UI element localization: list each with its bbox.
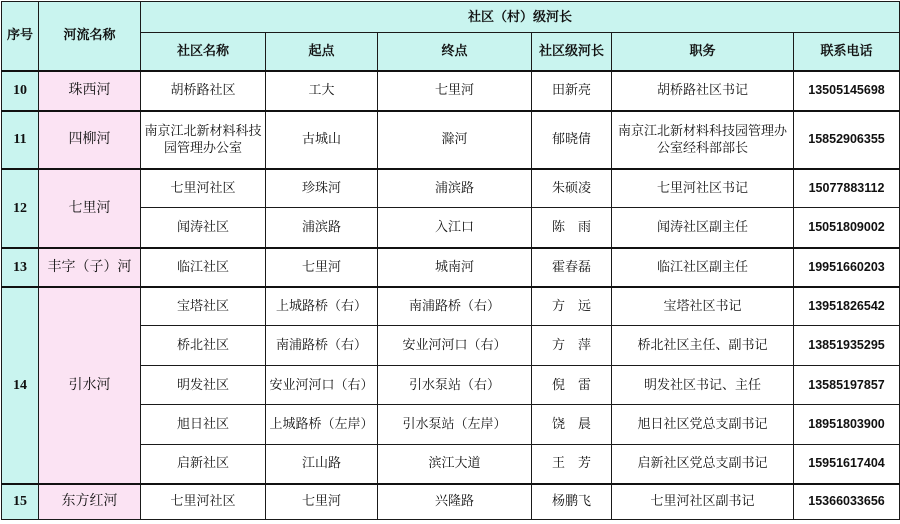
end-cell: 滁河 — [378, 111, 532, 169]
table-row — [2, 287, 900, 326]
community-cell: 七里河社区 — [141, 484, 266, 520]
start-cell: 古城山 — [266, 111, 378, 169]
chief-cell: 陈 雨 — [532, 208, 612, 248]
position-cell: 旭日社区党总支副书记 — [612, 405, 794, 445]
position-cell: 七里河社区副书记 — [612, 484, 794, 520]
position-cell: 启新社区党总支副书记 — [612, 445, 794, 484]
position-cell: 南京江北新材料科技园管理办公室经科部部长 — [612, 111, 794, 169]
community-cell: 七里河社区 — [141, 169, 266, 208]
community-cell: 南京江北新材料科技园管理办公室 — [141, 111, 266, 169]
start-cell: 上城路桥（右） — [266, 287, 378, 326]
river-name-cell: 七里河 — [39, 169, 141, 248]
seq-cell: 11 — [2, 111, 39, 169]
end-cell: 城南河 — [378, 248, 532, 287]
start-cell: 江山路 — [266, 445, 378, 484]
seq-cell: 14 — [2, 287, 39, 484]
start-cell: 安业河河口（右） — [266, 366, 378, 405]
start-cell: 南浦路桥（右） — [266, 326, 378, 366]
position-cell: 胡桥路社区书记 — [612, 71, 794, 111]
community-cell: 胡桥路社区 — [141, 71, 266, 111]
community-cell: 临江社区 — [141, 248, 266, 287]
start-cell: 工大 — [266, 71, 378, 111]
header-group: 社区（村）级河长 — [141, 2, 900, 33]
community-cell: 宝塔社区 — [141, 287, 266, 326]
chief-cell: 郁晓倩 — [532, 111, 612, 169]
end-cell: 七里河 — [378, 71, 532, 111]
position-cell: 明发社区书记、主任 — [612, 366, 794, 405]
chief-cell: 杨鹏飞 — [532, 484, 612, 520]
position-cell: 七里河社区书记 — [612, 169, 794, 208]
river-name-cell: 丰字（子）河 — [39, 248, 141, 287]
position-cell: 临江社区副主任 — [612, 248, 794, 287]
phone-cell: 15077883112 — [794, 169, 900, 208]
community-cell: 启新社区 — [141, 445, 266, 484]
header-chief: 社区级河长 — [532, 33, 612, 71]
header-start: 起点 — [266, 33, 378, 71]
start-cell: 七里河 — [266, 484, 378, 520]
phone-cell: 15366033656 — [794, 484, 900, 520]
chief-cell: 倪 雷 — [532, 366, 612, 405]
chief-cell: 霍春磊 — [532, 248, 612, 287]
header-end: 终点 — [378, 33, 532, 71]
river-name-cell: 东方红河 — [39, 484, 141, 520]
position-cell: 闻涛社区副主任 — [612, 208, 794, 248]
seq-cell: 12 — [2, 169, 39, 248]
end-cell: 滨江大道 — [378, 445, 532, 484]
end-cell: 引水泵站（右） — [378, 366, 532, 405]
end-cell: 安业河河口（右） — [378, 326, 532, 366]
chief-cell: 朱硕凌 — [532, 169, 612, 208]
river-name-cell: 四柳河 — [39, 111, 141, 169]
community-cell: 旭日社区 — [141, 405, 266, 445]
chief-cell: 饶 晨 — [532, 405, 612, 445]
start-cell: 七里河 — [266, 248, 378, 287]
river-name-cell: 珠西河 — [39, 71, 141, 111]
header-row-top — [2, 2, 900, 33]
header-position: 职务 — [612, 33, 794, 71]
phone-cell: 15852906355 — [794, 111, 900, 169]
chief-cell: 方 萍 — [532, 326, 612, 366]
community-cell: 闻涛社区 — [141, 208, 266, 248]
river-name-cell: 引水河 — [39, 287, 141, 484]
table-row — [2, 71, 900, 111]
phone-cell: 13951826542 — [794, 287, 900, 326]
phone-cell: 13585197857 — [794, 366, 900, 405]
chief-cell: 王 芳 — [532, 445, 612, 484]
end-cell: 南浦路桥（右） — [378, 287, 532, 326]
header-phone: 联系电话 — [794, 33, 900, 71]
river-chief-table — [1, 1, 900, 520]
table-body — [2, 71, 900, 520]
phone-cell: 13851935295 — [794, 326, 900, 366]
end-cell: 浦滨路 — [378, 169, 532, 208]
end-cell: 入江口 — [378, 208, 532, 248]
header-seq: 序号 — [2, 2, 39, 71]
start-cell: 珍珠河 — [266, 169, 378, 208]
community-cell: 桥北社区 — [141, 326, 266, 366]
header-community-name: 社区名称 — [141, 33, 266, 71]
start-cell: 上城路桥（左岸） — [266, 405, 378, 445]
phone-cell: 15951617404 — [794, 445, 900, 484]
phone-cell: 19951660203 — [794, 248, 900, 287]
chief-cell: 田新亮 — [532, 71, 612, 111]
phone-cell: 15051809002 — [794, 208, 900, 248]
chief-cell: 方 远 — [532, 287, 612, 326]
table-row — [2, 111, 900, 169]
position-cell: 宝塔社区书记 — [612, 287, 794, 326]
start-cell: 浦滨路 — [266, 208, 378, 248]
seq-cell: 15 — [2, 484, 39, 520]
phone-cell: 18951803900 — [794, 405, 900, 445]
end-cell: 兴隆路 — [378, 484, 532, 520]
header-river-name: 河流名称 — [39, 2, 141, 71]
table-row — [2, 248, 900, 287]
seq-cell: 13 — [2, 248, 39, 287]
position-cell: 桥北社区主任、副书记 — [612, 326, 794, 366]
end-cell: 引水泵站（左岸） — [378, 405, 532, 445]
phone-cell: 13505145698 — [794, 71, 900, 111]
community-cell: 明发社区 — [141, 366, 266, 405]
table-row — [2, 169, 900, 208]
seq-cell: 10 — [2, 71, 39, 111]
table-row — [2, 484, 900, 520]
